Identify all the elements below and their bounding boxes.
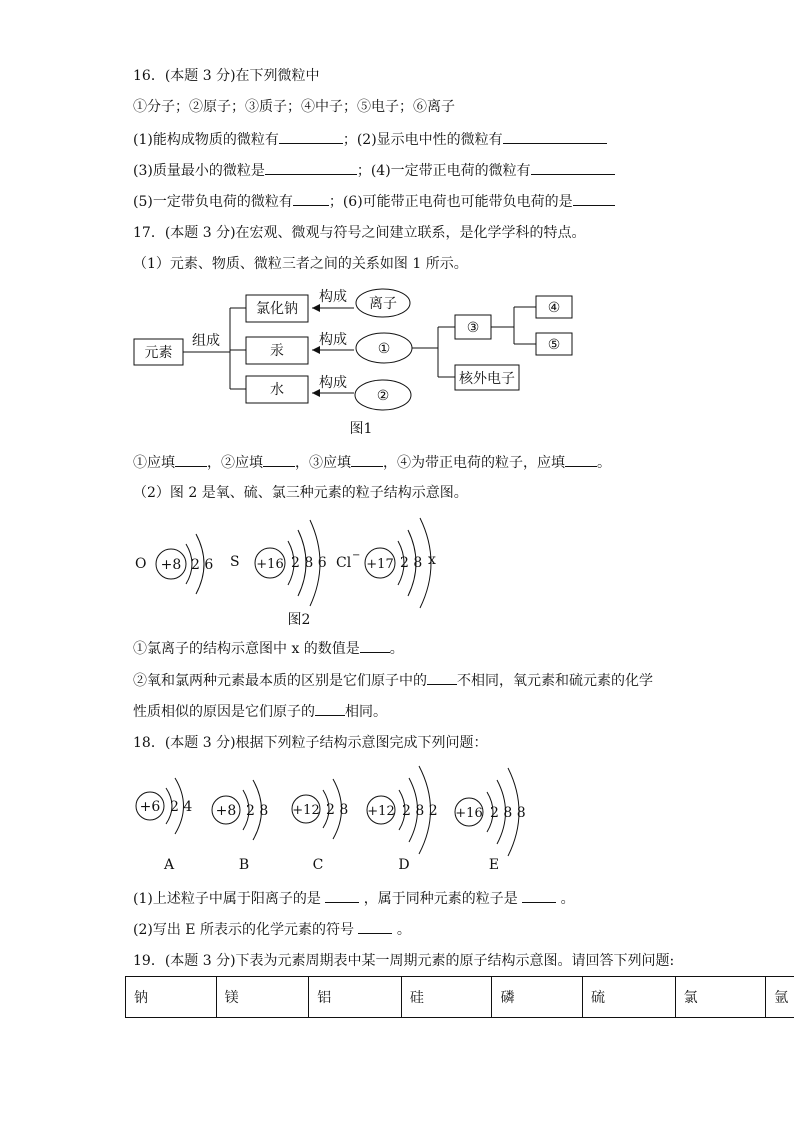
q17-blank-2[interactable]	[263, 452, 295, 467]
q18-sub2	[133, 919, 411, 940]
q17-fill-d: ，④为带正电荷的粒子，应填	[383, 455, 565, 471]
q18-label-b: B	[238, 857, 250, 873]
q17-sub2-1	[133, 638, 404, 659]
fig2-o-nucleus-text: +8	[160, 557, 182, 573]
q16-sub2-text: ；(2)显示电中性的微粒有	[342, 132, 503, 148]
table-cell-cl: 氯	[675, 977, 766, 1018]
fig1-c3-text: ③	[466, 320, 480, 336]
table-cell-ar: 氩	[766, 977, 794, 1018]
q18-blank-1[interactable]	[325, 888, 359, 903]
q16-blank-2[interactable]	[503, 129, 607, 144]
q17-fill-b: ，②应填	[207, 455, 263, 471]
q17-sub2-2-end: 不相同，氧元素和硫元素的化学	[457, 673, 653, 689]
fig2-cl-shells: 2 8	[400, 555, 423, 571]
figure-2-diagram	[0, 508, 794, 630]
fig2-s-nucleus-text: +16	[256, 557, 284, 572]
q18-sub2-text: (2)写出 E 所表示的化学元素的符号	[133, 922, 354, 938]
table-cell-s: 硫	[583, 977, 676, 1018]
q16-blank-3[interactable]	[265, 160, 357, 175]
q17-fill-a: ①应填	[133, 455, 175, 471]
q16-sub6-text: ；(6)可能带正电荷也可能带负电荷的是	[328, 194, 573, 210]
q16-options: ①分子；②原子；③质子；④中子；⑤电子；⑥离子	[133, 99, 455, 115]
q17-sub2-2	[133, 670, 653, 691]
fig2-o-shells: 2 6	[191, 557, 214, 573]
q18-label-a: A	[163, 857, 175, 873]
q18-atom-b-shells: 2 8	[246, 803, 269, 819]
fig1-c5-text: ⑤	[547, 337, 561, 353]
q17-blank-3[interactable]	[351, 452, 383, 467]
fig2-cl-nucleus-text: +17	[366, 557, 394, 572]
q18-label-e: E	[488, 857, 500, 873]
q17-fill-e: 。	[597, 455, 611, 471]
q18-title: 18．(本题 3 分)根据下列粒子结构示意图完成下列问题：	[133, 735, 488, 751]
q18-atom-e-nucleus-text: +16	[455, 806, 483, 821]
fig1-electron-text: 核外电子	[459, 371, 515, 387]
q16-sub5-text: (5)一定带负电荷的微粒有	[133, 194, 293, 210]
fig2-s-shells: 2 8 6	[291, 555, 327, 571]
q16-sub4-text: ；(4)一定带正电荷的微粒有	[356, 163, 531, 179]
q18-atom-a-nucleus-text: +6	[139, 799, 161, 815]
q16-blank-6[interactable]	[573, 191, 615, 206]
q19-title: 19．(本题 3 分)下表为元素周期表中某一周期元素的原子结构示意图。请回答下列问题:	[133, 953, 675, 969]
fig2-cl-x: x	[428, 552, 436, 568]
q18-sub1-end: 。	[560, 891, 575, 907]
figure-1-diagram	[0, 280, 794, 440]
q16-title: 16．(本题 3 分)在下列微粒中	[133, 68, 320, 84]
q17-sub2-1-text: ①氯离子的结构示意图中 x 的数值是	[133, 641, 360, 657]
q18-sub1	[133, 888, 575, 909]
figure-q18-atoms	[0, 760, 794, 876]
q17-sub2-3	[133, 701, 387, 722]
q17-fill-line	[133, 452, 611, 473]
q18-sub2-end: 。	[396, 922, 411, 938]
q16-blank-4[interactable]	[531, 160, 615, 175]
q16-blank-1[interactable]	[279, 129, 343, 144]
q17-part2: （2）图 2 是氧、硫、氯三种元素的粒子结构示意图。	[133, 485, 468, 501]
fig1-compose-text: 组成	[192, 333, 220, 349]
q18-blank-2[interactable]	[522, 888, 556, 903]
table-cell-al: 铝	[309, 977, 402, 1018]
q18-atom-e-shells: 2 8 8	[490, 805, 526, 821]
fig2-s-label: S	[230, 554, 240, 570]
q17-blank-7[interactable]	[315, 701, 345, 716]
q18-atom-a-shells: 2 4	[170, 799, 193, 815]
q17-sub2-3-text: 性质相似的原因是它们原子的	[133, 704, 315, 720]
q16-sub1-text: (1)能构成物质的微粒有	[133, 132, 279, 148]
q17-title: 17．(本题 3 分)在宏观、微观与符号之间建立联系，是化学学科的特点。	[133, 225, 586, 241]
q17-blank-5[interactable]	[360, 638, 390, 653]
fig2-cl-superscript: −	[352, 550, 361, 561]
fig1-element-text: 元素	[144, 345, 173, 361]
q16-sub3-text: (3)质量最小的微粒是	[133, 163, 265, 179]
table-cell-si: 硅	[401, 977, 492, 1018]
fig1-constitute-3: 构成	[319, 375, 347, 391]
table-cell-p: 磷	[492, 977, 583, 1018]
fig2-caption: 图2	[287, 612, 311, 628]
fig1-c1-text: ①	[377, 341, 391, 357]
fig1-constitute-2: 构成	[319, 332, 347, 348]
fig1-nacl-text: 氯化钠	[256, 301, 298, 317]
q18-atom-c-shells: 2 8	[326, 802, 349, 818]
fig1-c2-text: ②	[376, 388, 390, 404]
q16-line-3	[133, 191, 615, 212]
q17-blank-1[interactable]	[175, 452, 207, 467]
q17-fill-c: ，③应填	[295, 455, 351, 471]
fig1-hg-text: 汞	[270, 343, 284, 359]
q18-atom-d-nucleus-text: +12	[367, 804, 395, 819]
fig2-cl-label: Cl	[336, 555, 352, 571]
fig1-constitute-1: 构成	[319, 289, 347, 305]
q16-line-2	[133, 160, 615, 181]
table-cell-na: 钠	[126, 977, 217, 1018]
fig1-water-text: 水	[270, 382, 284, 398]
q17-sub2-2-text: ②氧和氯两种元素最本质的区别是它们原子中的	[133, 673, 427, 689]
q18-atom-c-nucleus-text: +12	[292, 803, 320, 818]
fig1-c4-text: ④	[547, 300, 561, 316]
q17-blank-6[interactable]	[427, 670, 457, 685]
q17-part1: （1）元素、物质、微粒三者之间的关系如图 1 所示。	[133, 256, 468, 272]
q17-blank-4[interactable]	[565, 452, 597, 467]
q18-sub1-mid: ，属于同种元素的粒子是	[363, 891, 518, 907]
periodic-row-table	[125, 976, 794, 1018]
table-cell-mg: 镁	[216, 977, 309, 1018]
q16-line-1	[133, 129, 607, 150]
q18-atom-d-shells: 2 8 2	[402, 803, 438, 819]
q18-blank-3[interactable]	[358, 919, 392, 934]
q17-sub2-3-end: 相同。	[345, 704, 387, 720]
q17-sub2-1-end: 。	[389, 641, 404, 657]
fig1-caption: 图1	[349, 421, 373, 437]
q18-atom-b-nucleus-text: +8	[215, 803, 237, 819]
q16-blank-5[interactable]	[293, 191, 329, 206]
table-row	[126, 977, 794, 1018]
fig1-ion-text: 离子	[369, 296, 397, 312]
q18-sub1-text: (1)上述粒子中属于阳离子的是	[133, 891, 321, 907]
q18-label-d: D	[398, 857, 410, 873]
q18-label-c: C	[312, 857, 324, 873]
fig2-o-label: O	[135, 556, 147, 572]
